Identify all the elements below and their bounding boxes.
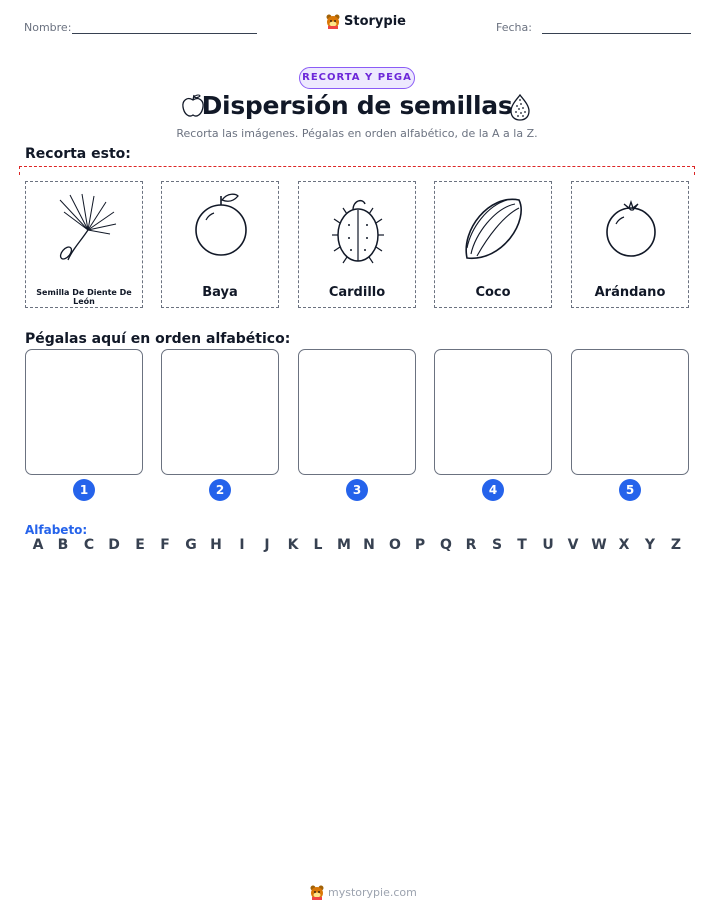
brand-logo <box>325 13 406 29</box>
alphabet-letter: J <box>264 537 270 553</box>
alphabet-letter: M <box>337 537 351 553</box>
dandelion-seed-icon <box>50 190 120 270</box>
alphabet-letter: A <box>32 537 44 553</box>
date-label: Fecha: <box>496 21 532 34</box>
cut-card-arandano[interactable] <box>571 181 689 308</box>
alphabet-row <box>25 537 695 555</box>
card-label: Arándano <box>594 285 666 300</box>
slot-number: 1 <box>73 479 95 501</box>
name-label: Nombre: <box>24 21 72 34</box>
name-line <box>72 33 257 34</box>
card-label: Semilla De Diente De León <box>36 288 132 306</box>
alphabet-letter: K <box>287 537 299 553</box>
alphabet-letter: D <box>108 537 120 553</box>
storypie-mascot-icon <box>309 884 325 900</box>
cut-line <box>19 166 695 175</box>
card-label: Baya <box>202 285 238 300</box>
alphabet-letter: Q <box>440 537 452 553</box>
alphabet-letter: N <box>363 537 375 553</box>
cut-card-coco[interactable] <box>434 181 552 308</box>
cut-card-dandelion[interactable] <box>25 181 143 308</box>
alphabet-letter: S <box>491 537 503 553</box>
storypie-mascot-icon <box>325 13 341 29</box>
seed-pod-icon <box>508 93 532 121</box>
activity-badge: RECORTA Y PEGA <box>299 67 415 89</box>
cranberry-icon <box>596 190 666 270</box>
alphabet-letter: G <box>185 537 197 553</box>
alphabet-letter: E <box>135 537 145 553</box>
paste-box-4[interactable] <box>434 349 552 475</box>
card-label: Coco <box>475 285 511 300</box>
coconut-icon <box>459 190 529 270</box>
brand-name: Storypie <box>344 13 406 29</box>
instructions: Recorta las imágenes. Pégalas en orden alfabético, de la A a la Z. <box>176 127 538 140</box>
burr-icon <box>323 190 393 270</box>
cut-card-cardillo[interactable] <box>298 181 416 308</box>
alphabet-letter: R <box>465 537 477 553</box>
cut-card-baya[interactable] <box>161 181 279 308</box>
berry-icon <box>186 190 256 270</box>
alphabet-letter: B <box>57 537 69 553</box>
card-label: Cardillo <box>328 285 386 300</box>
alphabet-letter: V <box>567 537 579 553</box>
alphabet-letter: F <box>160 537 170 553</box>
paste-section-label: Pégalas aquí en orden alfabético: <box>25 331 291 347</box>
alphabet-letter: H <box>210 537 222 553</box>
slot-number: 5 <box>619 479 641 501</box>
alphabet-label: Alfabeto: <box>25 523 88 537</box>
alphabet-letter: L <box>313 537 323 553</box>
footer-url: mystorypie.com <box>328 885 417 899</box>
paste-box-3[interactable] <box>298 349 416 475</box>
alphabet-letter: W <box>591 537 607 553</box>
paste-box-1[interactable] <box>25 349 143 475</box>
slot-number: 3 <box>346 479 368 501</box>
slot-number: 4 <box>482 479 504 501</box>
alphabet-letter: P <box>414 537 426 553</box>
alphabet-letter: O <box>389 537 401 553</box>
alphabet-letter: I <box>239 537 245 553</box>
alphabet-letter: U <box>542 537 554 553</box>
slot-number: 2 <box>209 479 231 501</box>
paste-box-2[interactable] <box>161 349 279 475</box>
alphabet-letter: Y <box>644 537 656 553</box>
paste-box-5[interactable] <box>571 349 689 475</box>
date-line <box>542 33 691 34</box>
alphabet-letter: C <box>83 537 95 553</box>
alphabet-letter: T <box>517 537 527 553</box>
cut-section-label: Recorta esto: <box>25 146 131 162</box>
footer <box>309 884 417 900</box>
alphabet-letter: X <box>618 537 630 553</box>
page-title: Dispersión de semillas <box>201 91 513 120</box>
alphabet-letter: Z <box>670 537 682 553</box>
